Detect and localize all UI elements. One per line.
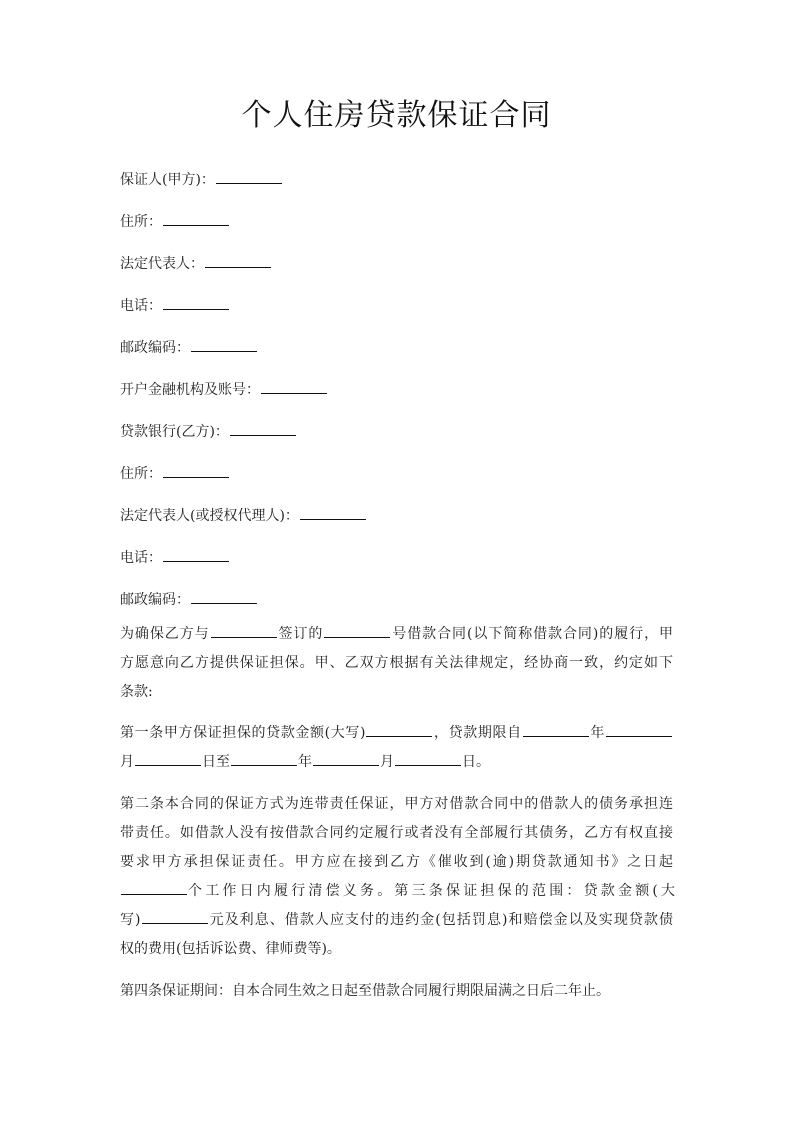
fill-blank[interactable] <box>121 881 187 895</box>
field-label: 邮政编码： <box>120 340 190 356</box>
text: 日至 <box>202 754 230 770</box>
text: 年 <box>298 754 312 770</box>
text: 月 <box>120 754 134 770</box>
article-line: 权的费用(包括诉讼费、律师费等)。 <box>120 941 341 957</box>
article-1-paragraph <box>120 719 673 777</box>
fill-blank[interactable] <box>230 422 296 436</box>
fill-blank[interactable] <box>300 506 366 520</box>
field-label: 法定代表人： <box>120 256 204 272</box>
text: 年 <box>589 725 606 741</box>
article-2-3-paragraph <box>120 790 679 964</box>
field-label: 保证人(甲方)： <box>120 172 215 188</box>
guarantor-phone-field <box>120 296 230 316</box>
fill-blank[interactable] <box>191 590 257 604</box>
fill-blank[interactable] <box>163 548 229 562</box>
fill-blank[interactable] <box>395 752 461 766</box>
guarantor-legal-rep-field <box>120 254 272 274</box>
article-line <box>120 877 679 906</box>
fill-blank[interactable] <box>205 254 271 268</box>
fill-blank[interactable] <box>366 723 432 737</box>
text: 写) <box>120 912 141 928</box>
text: 月 <box>380 754 394 770</box>
field-label: 邮政编码： <box>120 592 190 608</box>
article-4-paragraph <box>120 977 673 1006</box>
lender-address-field <box>120 464 230 484</box>
fill-blank[interactable] <box>313 752 379 766</box>
guarantor-name-field <box>120 170 283 190</box>
fill-blank[interactable] <box>135 752 201 766</box>
document-title: 个人住房贷款保证合同 <box>241 98 552 133</box>
fill-blank[interactable] <box>142 910 208 924</box>
field-label: 电话： <box>120 298 162 314</box>
field-label: 贷款银行(乙方)： <box>120 424 229 440</box>
text: 元及利息、借款人应支付的违约金(包括罚息)和赔偿金以及实现贷款债 <box>208 912 673 928</box>
field-label: 住所： <box>120 466 162 482</box>
text: 日。 <box>462 754 490 770</box>
preamble-line <box>120 620 673 649</box>
fill-blank[interactable] <box>216 170 282 184</box>
text: ，贷款期限自 <box>433 725 522 741</box>
fill-blank[interactable] <box>324 624 390 638</box>
field-label: 法定代表人(或授权代理人)： <box>120 508 299 524</box>
guarantor-address-field <box>120 212 230 232</box>
fill-blank[interactable] <box>163 464 229 478</box>
fill-blank[interactable] <box>211 624 277 638</box>
fill-blank[interactable] <box>261 380 327 394</box>
preamble-line: 条款: <box>120 684 153 700</box>
text: 为确保乙方与 <box>120 626 210 642</box>
article-line <box>120 748 673 777</box>
preamble-paragraph <box>120 620 673 707</box>
text: 号借款合同(以下简称借款合同)的履行，甲 <box>391 626 674 642</box>
fill-blank[interactable] <box>163 296 229 310</box>
guarantor-postcode-field <box>120 338 258 358</box>
fill-blank[interactable] <box>523 723 589 737</box>
article-line: 第四条保证期间：自本合同生效之日起至借款合同履行期限届满之日后二年止。 <box>120 983 610 999</box>
article-line: 第二条本合同的保证方式为连带责任保证，甲方对借款合同中的借款人的债务承担连 <box>120 796 673 812</box>
lender-legal-rep-field <box>120 506 367 526</box>
field-label: 住所： <box>120 214 162 230</box>
article-line: 要求甲方承担保证责任。甲方应在接到乙方《催收到(逾)期贷款通知书》之日起 <box>120 854 673 870</box>
preamble-line: 方愿意向乙方提供保证担保。甲、乙双方根据有关法律规定，经协商一致，约定如下 <box>120 655 673 671</box>
fill-blank[interactable] <box>191 338 257 352</box>
text: 签订的 <box>277 626 324 642</box>
field-label: 电话： <box>120 550 162 566</box>
article-line: 带责任。如借款人没有按借款合同约定履行或者没有全部履行其债务，乙方有权直接 <box>120 825 673 841</box>
fill-blank[interactable] <box>606 723 672 737</box>
text: 个工作日内履行清偿义务。第三条保证担保的范围：贷款金额(大 <box>188 883 679 899</box>
fill-blank[interactable] <box>231 752 297 766</box>
field-label: 开户金融机构及账号： <box>120 382 260 398</box>
guarantor-bank-account-field <box>120 380 328 400</box>
fill-blank[interactable] <box>163 212 229 226</box>
text: 第一条甲方保证担保的贷款金额(大写) <box>120 725 366 741</box>
article-line <box>120 906 673 935</box>
lender-phone-field <box>120 548 230 568</box>
lender-name-field <box>120 422 297 442</box>
lender-postcode-field <box>120 590 258 610</box>
article-line <box>120 719 673 748</box>
